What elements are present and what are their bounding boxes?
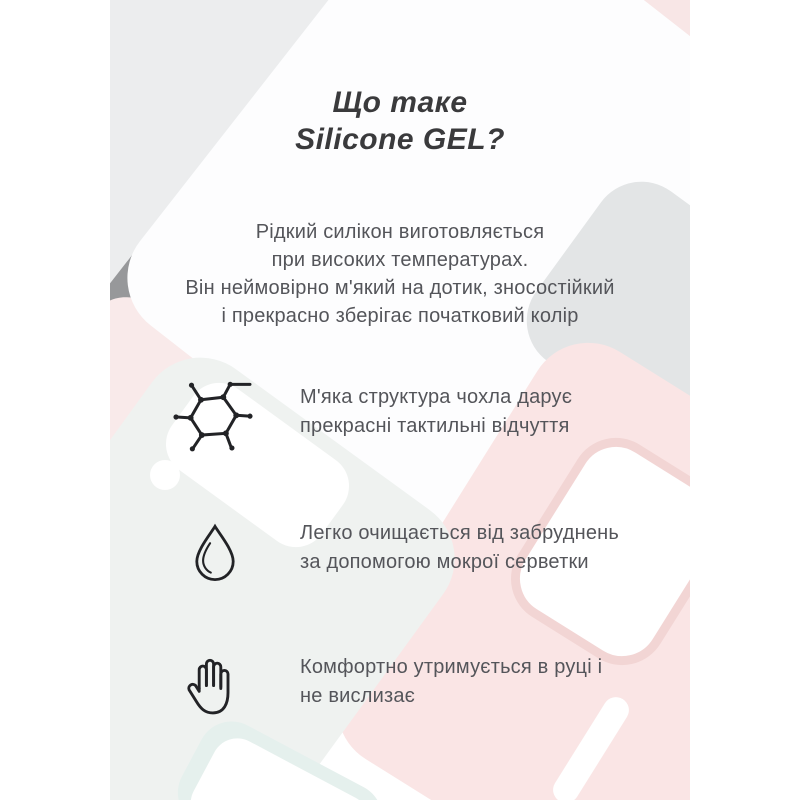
molecule-icon [170, 374, 256, 460]
feature-line: М'яка структура чохла дарує [300, 386, 573, 408]
feature-line: прекрасні тактильні відчуття [300, 415, 570, 437]
intro-line: Він неймовірно м'який на дотик, зносостійкий [185, 277, 615, 299]
hand-icon [174, 647, 246, 727]
intro-line: і прекрасно зберігає початковий колір [221, 305, 579, 327]
intro-line: Рідкий силікон виготовляється [255, 221, 545, 243]
title-line-2: Silicone GEL? [295, 123, 505, 157]
intro-paragraph [0, 218, 800, 330]
feature-text [300, 642, 650, 711]
feature-text [300, 372, 650, 441]
feature-line: не вислизає [300, 685, 416, 707]
feature-soft-structure [170, 372, 650, 441]
feature-line: Легко очищається від забруднень [300, 522, 620, 544]
feature-comfort-grip [170, 642, 650, 711]
title-line-1: Що таке [332, 86, 468, 120]
intro-line: при високих температурах. [271, 249, 529, 271]
page-title [0, 84, 800, 158]
feature-line: за допомогою мокрої серветки [300, 551, 589, 573]
feature-text [300, 508, 650, 577]
feature-easy-clean [170, 508, 650, 577]
feature-line: Комфортно утримується в руці і [300, 656, 603, 678]
droplet-icon [180, 513, 250, 593]
